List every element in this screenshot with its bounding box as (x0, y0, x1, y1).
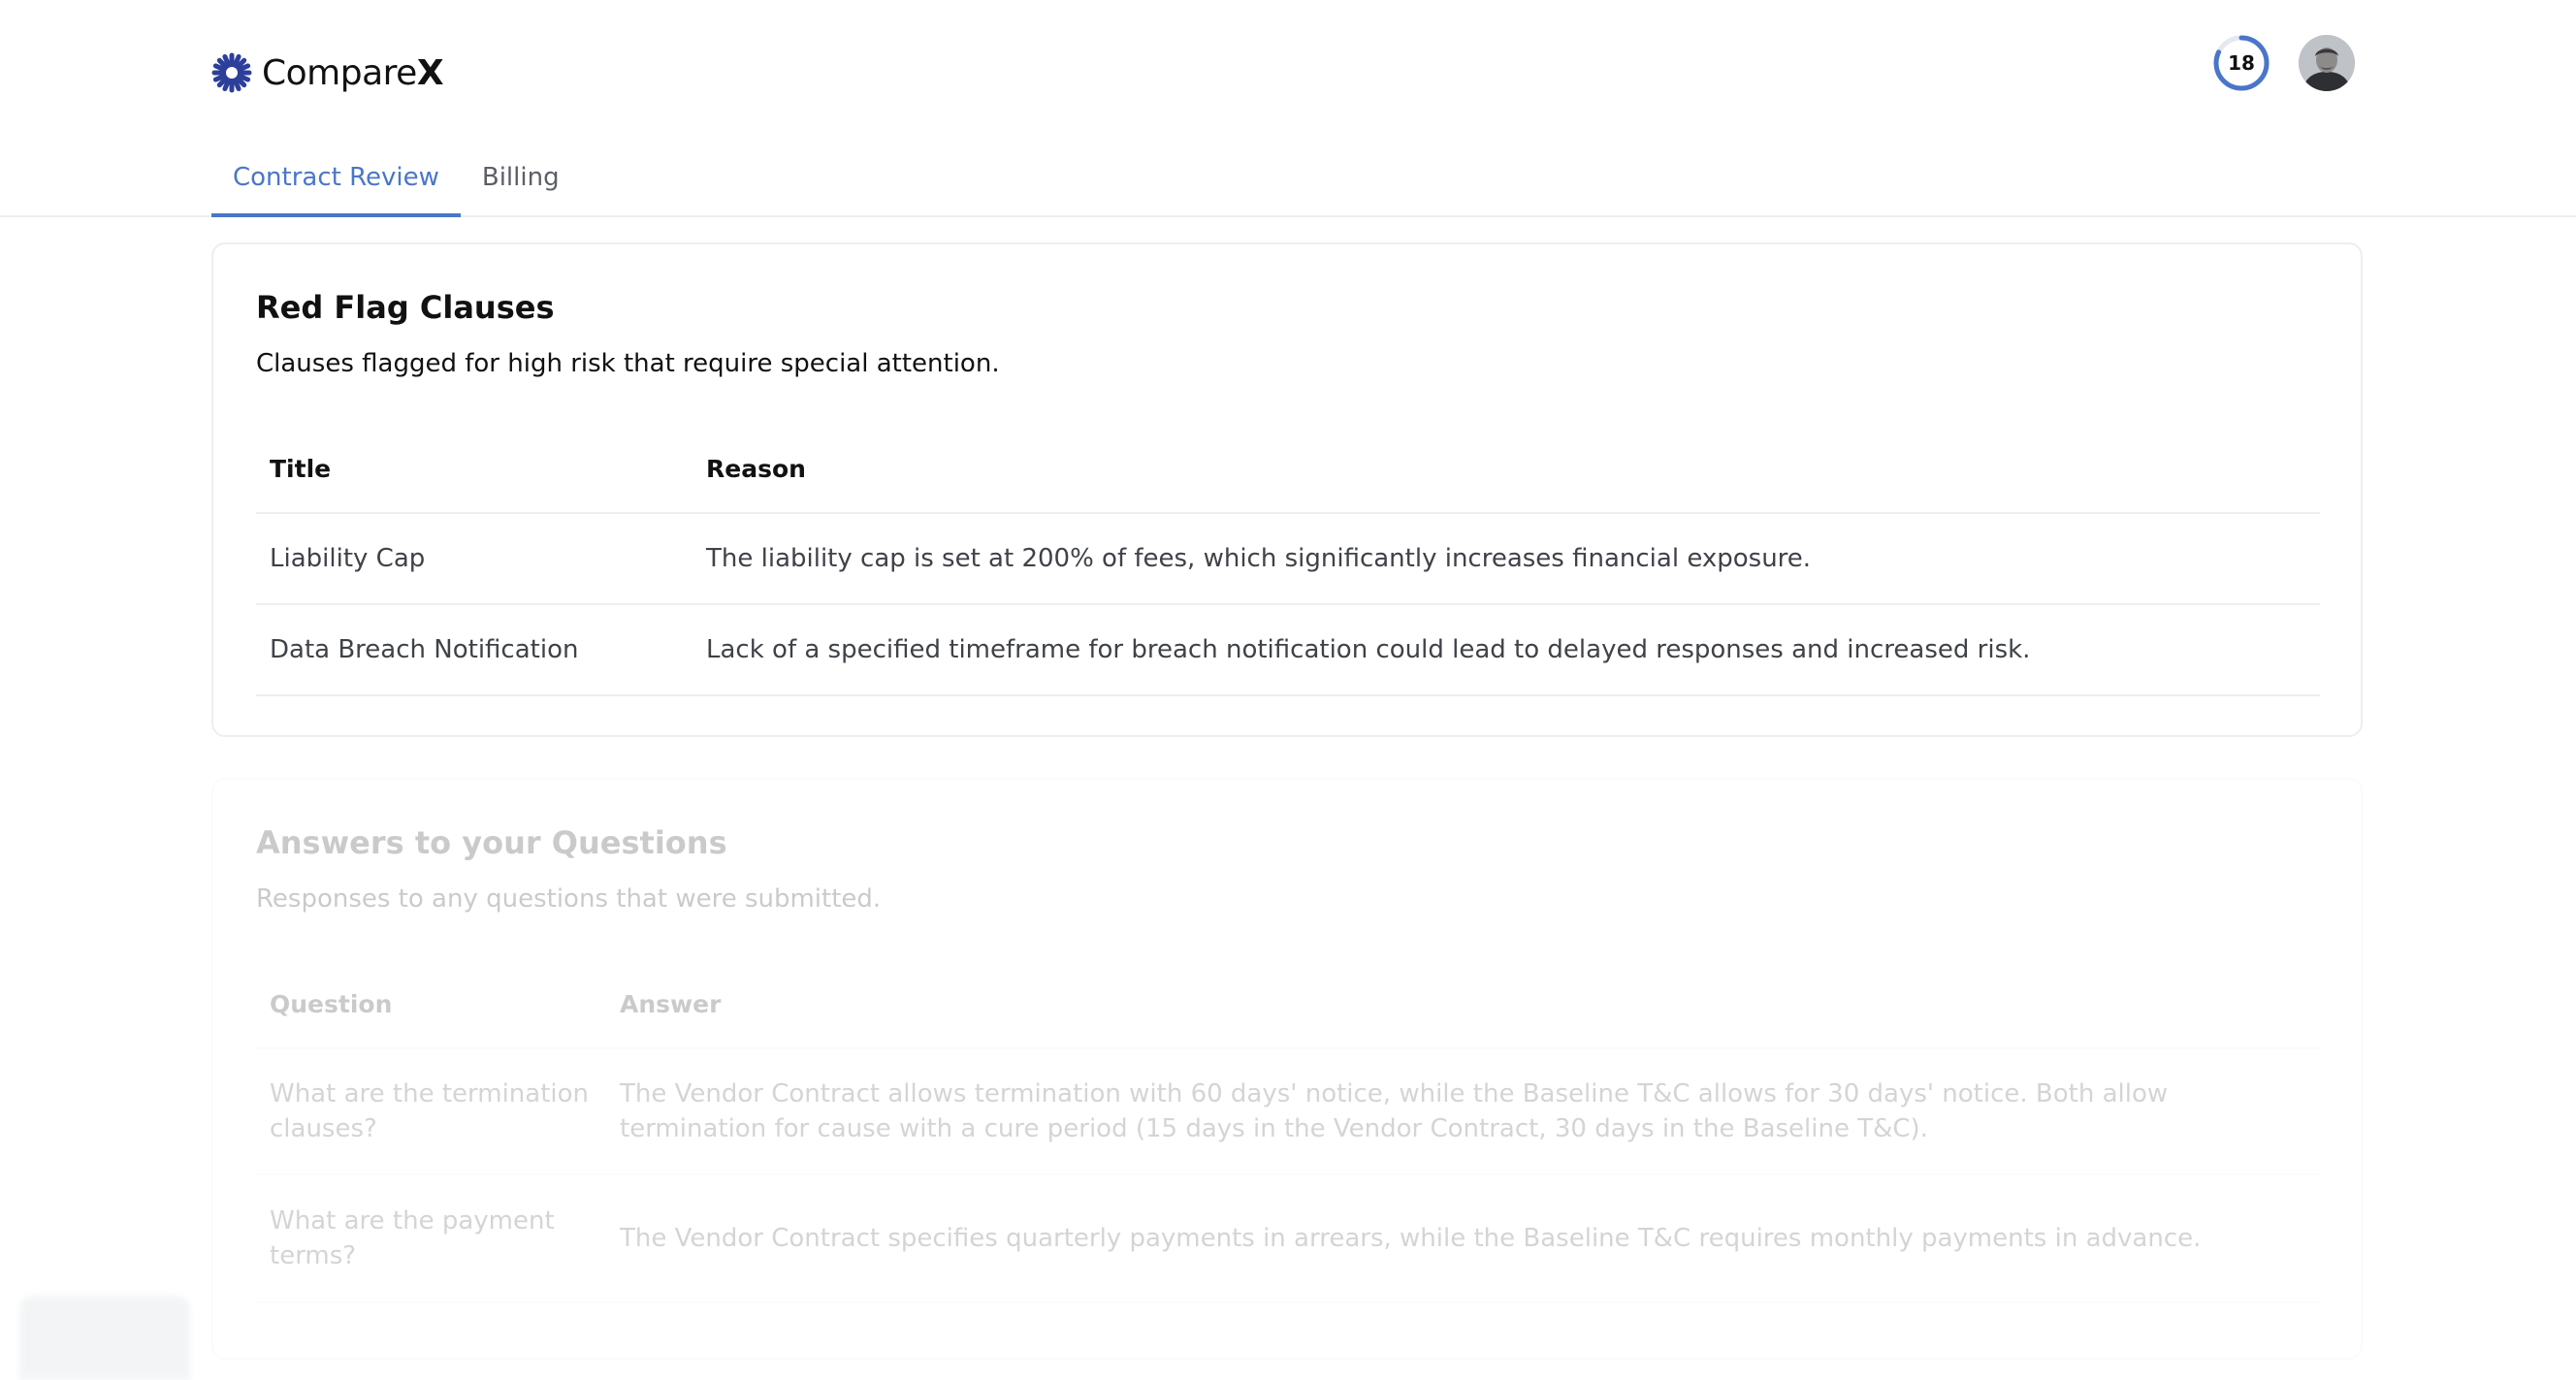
column-header-reason: Reason (706, 455, 806, 483)
answers-title: Answers to your Questions (256, 824, 727, 861)
user-avatar[interactable] (2299, 35, 2355, 91)
row-title: Data Breach Notification (270, 635, 579, 664)
row-answer: The Vendor Contract specifies quarterly payments in arrears, while the Baseline T&C requires monthly payments in advance. (620, 1224, 2202, 1253)
credits-count: 18 (2228, 51, 2255, 75)
table-header (256, 962, 2320, 1049)
row-title: Liability Cap (270, 544, 426, 573)
column-header-title: Title (270, 455, 332, 483)
column-header-answer: Answer (620, 990, 722, 1018)
answers-subtitle: Responses to any questions that were submitted. (256, 884, 882, 914)
asterisk-burst-icon (211, 52, 252, 93)
red-flag-table (256, 427, 2320, 696)
answers-card (211, 778, 2363, 1360)
table-row[interactable] (256, 514, 2320, 605)
table-row[interactable] (256, 1175, 2320, 1303)
credits-indicator[interactable] (2213, 35, 2270, 91)
red-flag-title: Red Flag Clauses (256, 289, 555, 326)
app-name-accent: X (416, 52, 444, 93)
app-logo[interactable] (211, 50, 444, 95)
row-question: What are the payment terms? (270, 1206, 555, 1270)
top-header (0, 0, 2576, 217)
table-row[interactable] (256, 1049, 2320, 1175)
table-header (256, 427, 2320, 514)
answers-table (256, 962, 2320, 1303)
tab-billing[interactable]: Billing (481, 163, 560, 192)
floating-action-button[interactable] (19, 1296, 190, 1380)
row-reason: Lack of a specified timeframe for breach notification could lead to delayed responses and increased risk. (706, 635, 2031, 664)
table-row[interactable] (256, 605, 2320, 696)
row-reason: The liability cap is set at 200% of fees, which significantly increases financial exposure. (706, 544, 1812, 573)
row-answer: The Vendor Contract allows termination with 60 days' notice, while the Baseline T&C allows for 30 days' notice. Both allow termination for cause with a cure period (15 days in the Vendor Contract, 30 days in the Baseline T&C). (620, 1079, 2169, 1143)
column-header-question: Question (270, 990, 393, 1018)
row-question: What are the termination clauses? (270, 1079, 590, 1143)
red-flag-subtitle: Clauses flagged for high risk that require special attention. (256, 349, 1000, 378)
main-tabs (211, 155, 581, 217)
red-flag-card (211, 242, 2363, 737)
tab-contract-review[interactable]: Contract Review (211, 155, 461, 217)
app-name: Compare (262, 52, 417, 93)
